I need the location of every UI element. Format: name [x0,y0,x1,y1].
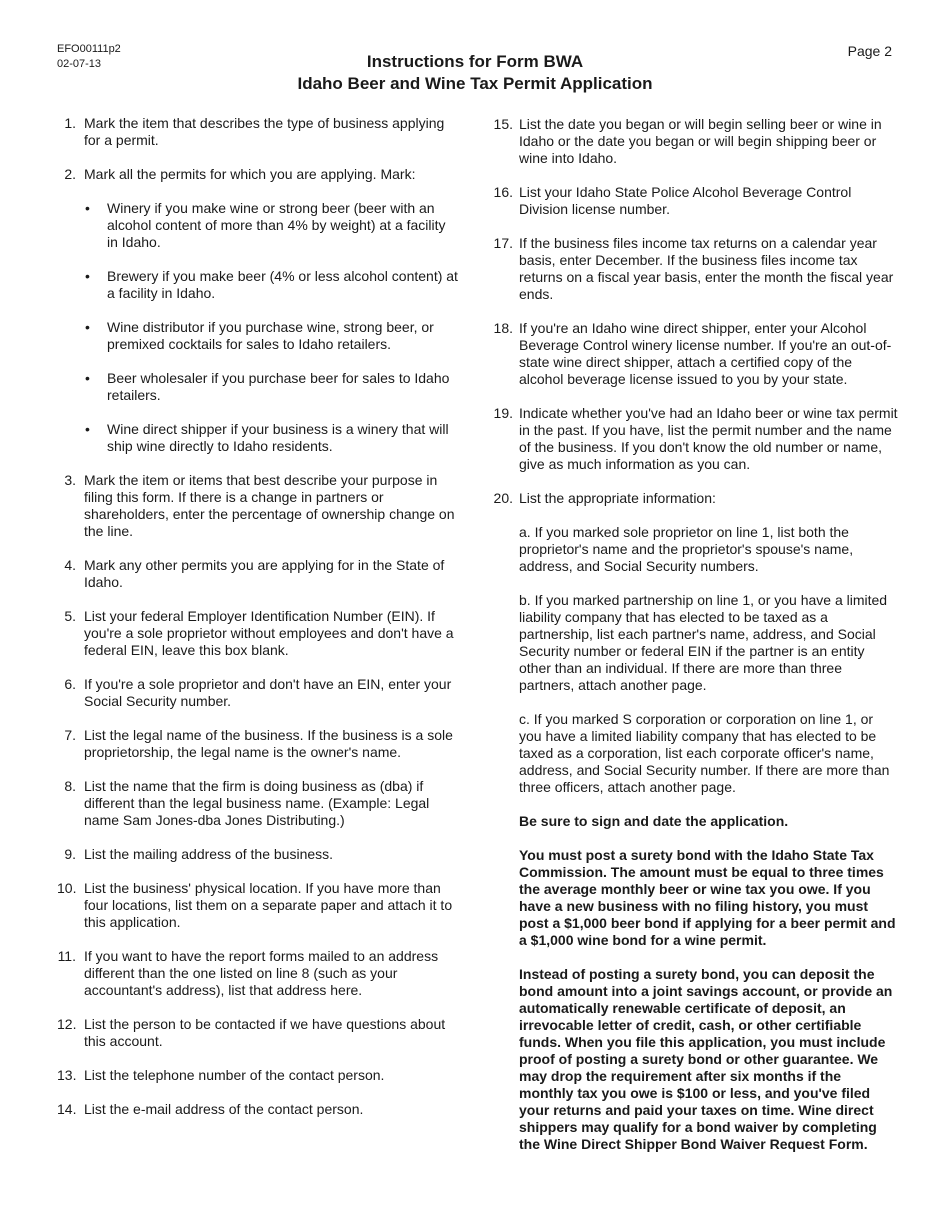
item-number: 2. [64,166,76,182]
instruction-item [57,1101,459,1118]
item-text: List the date you began or will begin selling beer or wine in Idaho or the date you began or will begin shipping beer or wine into Idaho. [519,116,882,166]
instruction-item [57,166,459,183]
instruction-item [57,608,459,659]
bullet-item [57,319,459,353]
surety-bond-notice: You must post a surety bond with the Idaho State Tax Commission. The amount must be equal to three times the average monthly beer or wine tax you owe. If you have a new business with no filing history, you must post a $1,000 beer bond if applying for a beer permit and a $1,000 wine bond for a wine permit. [519,847,896,948]
item-number: 14. [57,1101,77,1117]
instruction-item [57,115,459,149]
instruction-item [57,846,459,863]
item-number: 11. [57,948,76,964]
instruction-item [486,235,898,303]
instruction-item [57,1067,459,1084]
bullet-item [57,200,459,251]
item-text: List your Idaho State Police Alcohol Beverage Control Division license number. [519,184,852,217]
bullet-item [57,268,459,302]
item-number: 10. [57,880,77,896]
item-text: Indicate whether you've had an Idaho beer or wine tax permit in the past. If you have, list the permit number and the name of the business. If you don't know the old number or name, give as much information as you can. [519,405,898,472]
item-text: List the business' physical location. If you have more than four locations, list them on a separate paper and attach it to this application. [84,880,453,930]
item-number: 9. [64,846,76,862]
instruction-item [57,778,459,829]
sign-date-notice: Be sure to sign and date the application. [519,813,789,829]
item-number: 7. [64,727,76,743]
item-text: Mark the item or items that best describe your purpose in filing this form. If there is a change in partners or shareholders, enter the percentage of ownership change on the line. [84,472,455,539]
item-number: 16. [493,184,513,200]
item-number: 15. [493,116,513,132]
item-text: List the e-mail address of the contact person. [84,1101,364,1117]
bullet-icon: • [85,421,90,437]
bullet-text: Winery if you make wine or strong beer (beer with an alcohol content of more than 4% by weight) at a facility in Idaho. [107,200,446,250]
sub-item-a: a. If you marked sole proprietor on line 1, list both the proprietor's name and the proprietor's spouse's name, address, and Social Security numbers. [519,524,854,574]
instruction-item [57,880,459,931]
item-number: 5. [64,608,76,624]
instruction-item [57,1016,459,1050]
item-number: 20. [493,490,513,506]
item-text: Mark all the permits for which you are applying. Mark: [84,166,416,182]
bullet-text: Brewery if you make beer (4% or less alcohol content) at a facility in Idaho. [107,268,458,301]
instruction-item [57,472,459,540]
item-number: 1. [64,115,76,131]
bullet-text: Wine direct shipper if your business is a winery that will ship wine directly to Idaho residents. [107,421,449,454]
bullet-icon: • [85,268,90,284]
instruction-item [486,405,898,473]
item-text: If you're an Idaho wine direct shipper, enter your Alcohol Beverage Control winery license number. If you're an out-of-state wine direct shipper, attach a certified copy of the alcohol beverage license issued to you by your state. [519,320,892,387]
item-text: List the person to be contacted if we have questions about this account. [84,1016,446,1049]
bullet-item [57,370,459,404]
form-date: 02-07-13 [57,58,102,70]
instruction-item [486,184,898,218]
item-text: List the name that the firm is doing business as (dba) if different than the legal business name. (Example: Legal name Sam Jones-dba Jones Distributing.) [84,778,430,828]
sub-item-c: c. If you marked S corporation or corporation on line 1, or you have a limited liability company that has elected to be taxed as a corporation, list each corporate officer's name, address, and Social Security number. If there are more than three officers, attach another page. [519,711,890,795]
right-column [486,116,898,1170]
bond-alternative-notice: Instead of posting a surety bond, you can deposit the bond amount into a joint savings account, or provide an automatically renewable certificate of deposit, an irrevocable letter of credit, cash, or other certifiable funds. When you file this application, you must include proof of posting a surety bond or other guarantee. We may drop the requirement after six months if the monthly tax you owe is $100 or less, and you've filed your returns and paid your taxes on time. Wine direct shippers may qualify for a bond waiver by completing the Wine Direct Shipper Bond Waiver Request Form. [519,966,893,1152]
bullet-item [57,421,459,455]
instruction-item [486,116,898,167]
page-number: Page 2 [847,43,892,59]
item-text: List the mailing address of the business. [84,846,334,862]
instruction-item [57,948,459,999]
item-number: 12. [57,1016,77,1032]
bullet-icon: • [85,319,90,335]
item-number: 13. [57,1067,77,1083]
instruction-item [486,320,898,388]
bullet-text: Beer wholesaler if you purchase beer for sales to Idaho retailers. [107,370,450,403]
sub-item-b: b. If you marked partnership on line 1, or you have a limited liability company that has elected to be taxed as a partnership, list each partner's name, address, and Social Security number or federal EIN if the partner is an entity other than an individual. If there are more than three partners, attach another page. [519,592,888,693]
form-id: EFO00111p2 [57,43,121,55]
item-text: If the business files income tax returns on a calendar year basis, enter December. If the business files income tax returns on a fiscal year basis, enter the month the fiscal year ends. [519,235,894,302]
bullet-icon: • [85,370,90,386]
item-text: List the telephone number of the contact person. [84,1067,385,1083]
title-block [0,51,950,95]
item-text: Mark the item that describes the type of business applying for a permit. [84,115,445,148]
item-number: 18. [493,320,513,336]
instruction-item [57,676,459,710]
page-subtitle: Idaho Beer and Wine Tax Permit Application [297,74,653,93]
left-column [57,115,459,1135]
item-text: If you're a sole proprietor and don't have an EIN, enter your Social Security number. [84,676,452,709]
instruction-item [57,557,459,591]
item-text: List the legal name of the business. If the business is a sole proprietorship, the legal name is the owner's name. [84,727,453,760]
item-number: 8. [64,778,76,794]
item-text: List your federal Employer Identification Number (EIN). If you're a sole proprietor without employees and don't have a federal EIN, leave this box blank. [84,608,454,658]
item-number: 19. [493,405,513,421]
instruction-item [57,727,459,761]
item-number: 3. [64,472,76,488]
bullet-text: Wine distributor if you purchase wine, strong beer, or premixed cocktails for sales to Idaho retailers. [107,319,434,352]
item-number: 17. [493,235,513,251]
page-title: Instructions for Form BWA [366,52,584,71]
bullet-icon: • [85,200,90,216]
item-text: List the appropriate information: [519,490,716,506]
item-number: 6. [64,676,76,692]
item-text: If you want to have the report forms mailed to an address different than the one listed on line 8 (such as your accountant's address), list that address here. [84,948,439,998]
item-number: 4. [64,557,76,573]
item-text: Mark any other permits you are applying for in the State of Idaho. [84,557,445,590]
instruction-item [486,490,898,507]
